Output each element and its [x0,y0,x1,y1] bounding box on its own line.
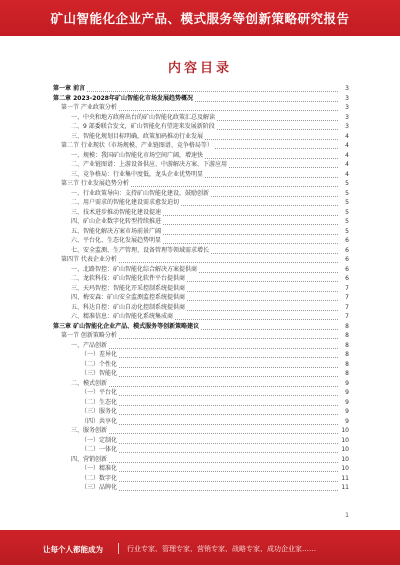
toc-entry-page: 4 [339,141,349,150]
toc-entry-page: 8 [339,350,349,359]
toc-entry-title: 四、营销创新 [71,455,108,463]
toc-entry-title: 三、技术进步推动智能化建设提速 [71,208,162,216]
toc-entry-page: 9 [339,388,349,397]
toc-entry-title: （二）一体化 [81,446,118,453]
toc-entry-page: 5 [339,189,349,198]
toc-entry[interactable] [0,303,400,312]
toc-entry-page: 3 [339,103,349,112]
toc-entry[interactable] [0,341,400,350]
toc-entry[interactable] [0,274,400,283]
toc-entry-page: 10 [339,455,349,464]
toc-entry-page: 6 [339,255,349,264]
toc-entry-page: 7 [339,284,349,293]
toc-entry-title: 五、智能化解决方案市场前景广阔 [71,227,162,235]
toc-entry-title: 四、矿山企业数字化转型持续推进 [71,218,162,225]
toc-entry-title: 七、安全监测、生产管理、设备管理等领域需求增长 [71,246,210,254]
toc-dot-leader [90,366,338,368]
toc-dot-leader [90,356,338,358]
toc-entry[interactable] [0,103,400,112]
toc-entry-title: 二、模式创新 [71,379,108,387]
toc-entry-title: 六、平台化、生态化发展趋势明显 [71,237,162,244]
toc-entry-page: 9 [339,379,349,388]
toc-entry[interactable] [0,179,400,188]
toc-entry-page: 5 [339,208,349,217]
footer-bar [0,530,400,565]
toc-entry-title: 第四节 代表企业分析 [61,256,117,263]
toc-entry-title: 三、服务创新 [71,427,108,434]
report-header-bar [0,0,400,36]
toc-dot-leader [90,442,338,444]
toc-entry[interactable] [0,322,400,331]
toc-entry[interactable] [0,379,400,388]
toc-entry[interactable] [0,227,400,236]
toc-entry-page: 4 [339,151,349,160]
toc-dot-leader [90,413,338,415]
toc-entry-page: 10 [339,436,349,445]
toc-entry-title: 第二章 2023-2028年矿山智能化市场发展趋势概况 [53,94,193,102]
toc-entry-page: 3 [339,122,349,131]
toc-dot-leader [90,375,338,377]
toc-entry-title: （三）智能化 [81,370,118,377]
toc-entry-page: 3 [339,113,349,122]
toc-entry-page: 7 [339,303,349,312]
toc-entry-page: 8 [339,341,349,350]
toc-entry-title: （三）服务化 [81,408,118,415]
toc-entry-page: 5 [339,217,349,226]
toc-entry-page: 8 [339,360,349,369]
toc-entry[interactable] [0,360,400,369]
toc-entry[interactable] [0,122,400,131]
toc-entry-page: 3 [339,84,349,93]
toc-entry-title: （二）数字化 [81,474,118,482]
toc-entry-page: 9 [339,417,349,426]
toc-entry-title: 二、产业链图谱：上游设备供应、中游解决方案、下游应用 [71,161,228,168]
toc-entry-page: 5 [339,179,349,188]
toc-entry-page: 4 [339,160,349,169]
toc-entry[interactable] [0,293,400,302]
toc-dot-leader [90,470,338,472]
toc-entry[interactable] [0,369,400,378]
toc-entry-title: 三、天玛智控：智能化开采控制系统提供商 [71,284,186,292]
toc-entry-page: 7 [339,312,349,321]
page-number: 1 [345,512,349,519]
toc-entry[interactable] [0,445,400,454]
toc-entry[interactable] [0,483,400,492]
toc-entry-title: 一、产品创新 [71,341,108,349]
toc-dot-leader [80,347,338,349]
toc-entry-title: 四、梅安森：矿山安全监测监控系统提供商 [71,294,186,301]
toc-entry[interactable] [0,312,400,321]
toc-entry-title: 第二节 行业现状（市场规模、产业链图谱、竞争格局等） [61,142,213,149]
toc-entry-title: （二）生态化 [81,398,118,406]
footer-divider [118,543,119,554]
toc-entry[interactable] [0,284,400,293]
toc-entry[interactable] [0,350,400,359]
toc-entry-page: 11 [339,483,349,492]
toc-entry[interactable] [0,436,400,445]
toc-entry-page: 9 [339,407,349,416]
toc-entry-page: 10 [339,445,349,454]
toc-entry-page: 7 [339,293,349,302]
toc-entry[interactable] [0,208,400,217]
toc-dot-leader [62,90,338,92]
toc-entry-title: 第三节 行业发展趋势分析 [61,180,129,187]
toc-entry-page: 4 [339,170,349,179]
toc-entry[interactable] [0,464,400,473]
toc-entry[interactable] [0,246,400,255]
toc-entry-title: 第一节 创新策略分析 [61,332,117,339]
toc-entry-page: 6 [339,236,349,245]
toc-entry[interactable] [0,84,400,93]
footer-roles: 行业专家、管理专家、营销专家、战略专家、成功企业家…… [127,545,316,553]
toc-entry[interactable] [0,426,400,435]
toc-entry-page: 10 [339,426,349,435]
toc-entry-title: 二、9 部委联合发文，矿山智能化有望迎来发展新阶段 [71,123,215,130]
toc-entry[interactable] [0,198,400,207]
toc-entry[interactable] [0,236,400,245]
toc-entry-page: 8 [339,369,349,378]
toc-entry[interactable] [0,388,400,397]
toc-entry-title: 三、智能化规划目标明确，政策加码推动行业发展 [71,132,204,140]
toc-dot-leader [90,423,338,425]
toc-entry-title: （一）差异化 [81,351,118,358]
toc-entry[interactable] [0,398,400,407]
toc-entry-title: （二）个性化 [81,360,118,368]
toc-entry-title: 第三章 矿山智能化企业产品、模式服务等创新策略建议 [53,322,200,330]
toc-entry-title: （一）定制化 [81,436,118,444]
toc-entry-page: 8 [339,331,349,340]
toc-entry-page: 6 [339,274,349,283]
toc-entry-page: 4 [339,132,349,141]
toc-entry[interactable] [0,255,400,264]
toc-entry-title: 一、北路智控：矿山智能化综合解决方案提供商 [71,265,198,273]
toc-entry-title: （四）共享化 [81,417,118,425]
toc-entry-page: 5 [339,227,349,236]
toc-dot-leader [80,385,338,387]
toc-entry-page: 8 [339,322,349,331]
report-title: 矿山智能化企业产品、模式服务等创新策略研究报告 [50,11,350,26]
toc-entry[interactable] [0,94,400,103]
toc-entry[interactable] [0,113,400,122]
toc-entry[interactable] [0,189,400,198]
toc-entry[interactable] [0,170,400,179]
toc-entry-page: 11 [339,474,349,483]
toc-entry-title: 三、竞争格局：行业集中度低，龙头企业优势明显 [71,170,204,178]
toc-entry[interactable] [0,160,400,169]
toc-entry[interactable] [0,455,400,464]
toc-entry[interactable] [0,217,400,226]
toc-dot-leader [80,432,338,434]
toc-entry-title: 一、中央和地方政府出台的矿山智能化政策汇总及解读 [71,113,216,121]
toc-entry-title: 五、科达自控：矿山自动化控制系统提供商 [71,303,186,311]
toc-entry-page: 10 [339,464,349,473]
toc-entry[interactable] [0,141,400,150]
toc-entry[interactable] [0,474,400,483]
toc-entry-title: （三）品牌化 [81,484,118,491]
toc-dot-leader [90,404,338,406]
toc-heading: 内容目录 [167,61,232,76]
toc-entry-title: 一、规模：我国矿山智能化市场空间广阔，增速快 [71,151,204,159]
toc-dot-leader [80,461,338,463]
toc-entry-title: 第一章 前言 [53,85,86,92]
toc-dot-leader [90,394,338,396]
toc-entry[interactable] [0,417,400,426]
toc-entry-page: 6 [339,265,349,274]
toc-entry-title: 第一节 产业政策分析 [61,104,117,111]
toc-entry[interactable] [0,132,400,141]
toc-entry[interactable] [0,151,400,160]
toc-entry-title: （一）平台化 [81,389,118,396]
toc-dot-leader [90,489,338,491]
toc-entry-page: 6 [339,246,349,255]
toc-dot-leader [90,451,338,453]
footer-slogan: 让每个人都能成为 [43,545,103,554]
toc-entry-page: 3 [339,94,349,103]
toc-entry-title: 一、行业政策导向：支持矿山智能化建设，鼓励创新 [71,189,210,197]
toc-entry-page: 9 [339,398,349,407]
toc-dot-leader [90,480,338,482]
toc-entry[interactable] [0,265,400,274]
toc-entry[interactable] [0,331,400,340]
toc-entry[interactable] [0,407,400,416]
toc-entry-title: （一）精准化 [81,465,118,472]
toc-entry-title: 二、龙软科技：矿山智能化软件平台提供商 [71,275,186,282]
toc-entry-page: 5 [339,198,349,207]
toc-entry-title: 二、用户需求的智能化建设需求愈发迫切 [71,199,180,206]
toc-entry-title: 六、精准信息：矿山智能化系统集成商 [71,313,174,320]
